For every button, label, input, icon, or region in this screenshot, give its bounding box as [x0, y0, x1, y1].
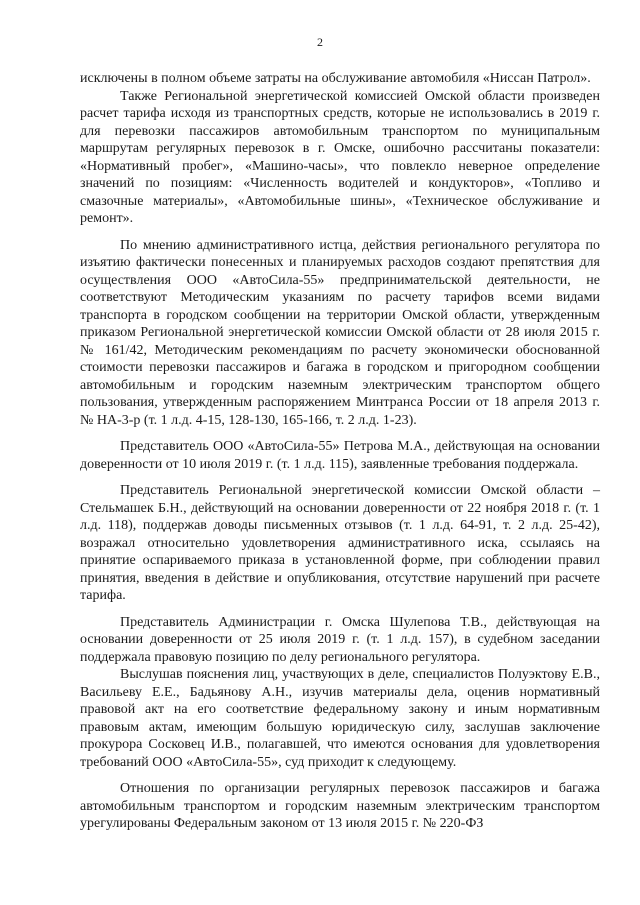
- paragraph-administration-representative: Представитель Администрации г. Омска Шулепова Т.В., действующая на основании доверенности от 25 июля 2019 г. (т. 1 л.д. 157), в судебном заседании поддержала правовую позицию по делу регионального регулятора.: [80, 614, 600, 665]
- paragraph-court-findings: Выслушав пояснения лиц, участвующих в деле, специалистов Полуэктову Е.В., Васильеву Е.Е., Бадьянову А.Н., изучив материалы дела, оценив нормативный правовой акт на его соответствие федеральному закону и иным нормативным правовым актам, имеющим большую юридическую силу, заслушав заключение прокурора Сосковец И.В., полагавшей, что имеются основания для удовлетворения требований ООО «АвтоСила-55», суд приходит к следующему.: [80, 667, 600, 770]
- paragraph-continuation: исключены в полном объеме затраты на обслуживание автомобиля «Ниссан Патрол».: [80, 71, 591, 86]
- document-body: [80, 70, 600, 833]
- page-number: 2: [317, 35, 323, 49]
- paragraph-plaintiff-representative: Представитель ООО «АвтоСила-55» Петрова М.А., действующая на основании доверенности от 10 июля 2019 г. (т. 1 л.д. 115), заявленные требования поддержала.: [80, 439, 600, 472]
- paragraph-commission-representative: Представитель Региональной энергетической комиссии Омской области – Стельмашек Б.Н., действующий на основании доверенности от 22 ноября 2018 г. (т. 1 л.д. 118), поддержав доводы письменных отзывов (т. 1 л.д. 64-91, т. 2 л.д. 25-42), возражал относительно удовлетворения административного иска, ссылаясь на принятие оспариваемого приказа в установленной форме, при соблюдении правил принятия, введения в действие и опубликования, отсутствие нарушений при расчете тарифа.: [80, 483, 600, 603]
- paragraph-tariff-calculation: Также Региональной энергетической комиссией Омской области произведен расчет тарифа исходя из транспортных средств, которые не использовались в 2019 г. для перевозки пассажиров автомобильным транспортом по муниципальным маршрутам регулярных перевозок в г. Омске, ошибочно рассчитаны показатели: «Нормативный пробег», «Машино-часы», что повлекло неверное определение значений по позициям: «Численность водителей и кондукторов», «Топливо и смазочные материалы», «Автомобильные шины», «Техническое обслуживание и ремонт».: [80, 88, 600, 226]
- paragraph-legal-framework: Отношения по организации регулярных перевозок пассажиров и багажа автомобильным транспортом и городским наземным электрическим транспортом урегулированы Федеральным законом от 13 июля 2015 г. № 220-ФЗ: [80, 781, 600, 831]
- paragraph-plaintiff-position: По мнению административного истца, действия регионального регулятора по изъятию фактически понесенных и планируемых расходов создают препятствия для осуществления ООО «АвтоСила-55» предпринимательской деятельности, не соответствуют Методическим указаниям по расчету тарифов всеми видами транспорта в городском сообщении на территории Омской области, утвержденным приказом Региональной энергетической комиссии Омской области от 28 июля 2015 г. № 161/42, Методическим рекомендациям по расчету экономически обоснованной стоимости перевозки пассажиров и багажа в городском и пригородном сообщении автомобильным и городским наземным электрическим транспортом общего пользования, утвержденным распоряжением Минтранса России от 18 апреля 2013 г. № НА-3-р (т. 1 л.д. 4-15, 128-130, 165-166, т. 2 л.д. 1-23).: [80, 237, 600, 428]
